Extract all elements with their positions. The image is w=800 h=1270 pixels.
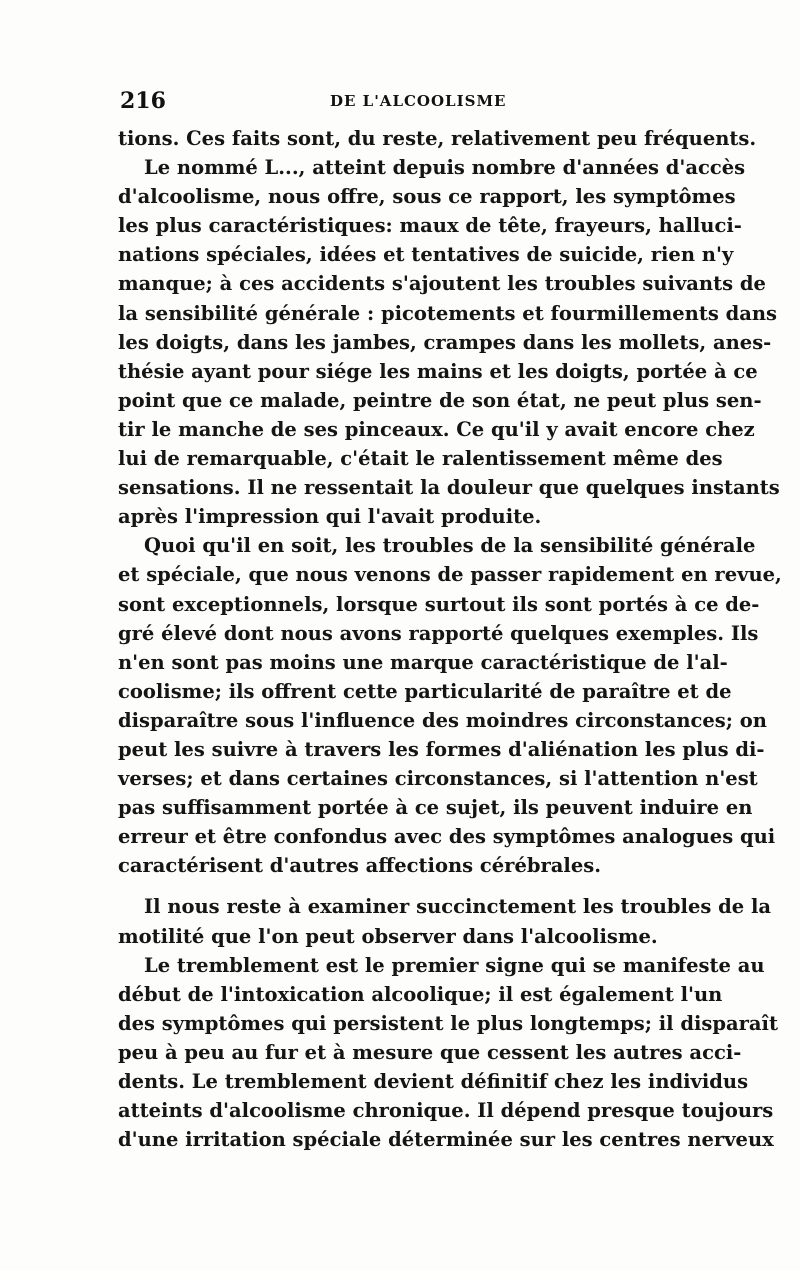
text-line: des symptômes qui persistent le plus longtemps; il disparaît bbox=[118, 1011, 778, 1035]
page-header bbox=[120, 88, 680, 118]
text-line: n'en sont pas moins une marque caractéristique de l'al- bbox=[118, 650, 728, 674]
text-line: d'une irritation spéciale déterminée sur les centres nerveux bbox=[118, 1128, 774, 1152]
text-line: Le tremblement est le premier signe qui se manifeste au bbox=[144, 953, 765, 977]
text-line: les plus caractéristiques: maux de tête, frayeurs, halluci- bbox=[118, 214, 742, 238]
running-title: DE L'ALCOOLISME bbox=[330, 92, 507, 110]
text-line: tions. Ces faits sont, du reste, relativement peu fréquents. bbox=[118, 127, 757, 150]
text-line: motilité que l'on peut observer dans l'alcoolisme. bbox=[118, 924, 658, 948]
text-line: peut les suivre à travers les formes d'aliénation les plus di- bbox=[118, 737, 765, 761]
text-line: point que ce malade, peintre de son état, ne peut plus sen- bbox=[118, 388, 762, 412]
paragraph bbox=[118, 531, 782, 880]
paragraph bbox=[118, 153, 780, 531]
text-line: Le nommé L..., atteint depuis nombre d'années d'accès bbox=[144, 156, 746, 180]
text-line: Il nous reste à examiner succinctement les troubles de la bbox=[144, 895, 772, 919]
text-line: dents. Le tremblement devient définitif chez les individus bbox=[118, 1070, 749, 1093]
text-line: et spéciale, que nous venons de passer rapidement en revue, bbox=[118, 563, 782, 587]
text-line: disparaître sous l'influence des moindres circonstances; on bbox=[118, 708, 767, 732]
text-line: thésie ayant pour siége les mains et les doigts, portée à ce bbox=[118, 359, 758, 383]
text-line: peu à peu au fur et à mesure que cessent les autres acci- bbox=[118, 1040, 742, 1064]
text-line: erreur et être confondus avec des symptômes analogues qui bbox=[118, 825, 776, 849]
text-line: après l'impression qui l'avait produite. bbox=[118, 505, 542, 529]
text-line: Quoi qu'il en soit, les troubles de la sensibilité générale bbox=[144, 534, 756, 558]
text-line: les doigts, dans les jambes, crampes dans les mollets, anes- bbox=[118, 330, 772, 354]
text-line: tir le manche de ses pinceaux. Ce qu'il y avait encore chez bbox=[118, 417, 755, 441]
text-line: gré élevé dont nous avons rapporté quelques exemples. Ils bbox=[118, 621, 759, 645]
text-line: pas suffisamment portée à ce sujet, ils peuvent induire en bbox=[118, 796, 753, 820]
text-line: coolisme; ils offrent cette particularité de paraître et de bbox=[118, 679, 732, 703]
paragraph bbox=[118, 892, 772, 950]
text-line: sensations. Il ne ressentait la douleur que quelques instants bbox=[118, 476, 780, 500]
paragraph bbox=[118, 124, 757, 153]
text-line: la sensibilité générale : picotements et fourmillements dans bbox=[118, 301, 778, 325]
paragraph bbox=[118, 951, 778, 1155]
text-line: caractérisent d'autres affections cérébrales. bbox=[118, 854, 601, 878]
text-line: nations spéciales, idées et tentatives de suicide, rien n'y bbox=[118, 243, 734, 267]
text-line: sont exceptionnels, lorsque surtout ils sont portés à ce de- bbox=[118, 592, 760, 616]
text-line: atteints d'alcoolisme chronique. Il dépend presque toujours bbox=[118, 1099, 774, 1123]
text-line: début de l'intoxication alcoolique; il est également l'un bbox=[118, 982, 723, 1006]
text-line: d'alcoolisme, nous offre, sous ce rapport, les symptômes bbox=[118, 185, 736, 209]
text-line: lui de remarquable, c'était le ralentissement même des bbox=[118, 447, 723, 471]
page-number: 216 bbox=[120, 88, 166, 114]
text-line: verses; et dans certaines circonstances, si l'attention n'est bbox=[118, 767, 758, 791]
text-line: manque; à ces accidents s'ajoutent les troubles suivants de bbox=[118, 272, 766, 296]
body-text bbox=[118, 124, 782, 1154]
